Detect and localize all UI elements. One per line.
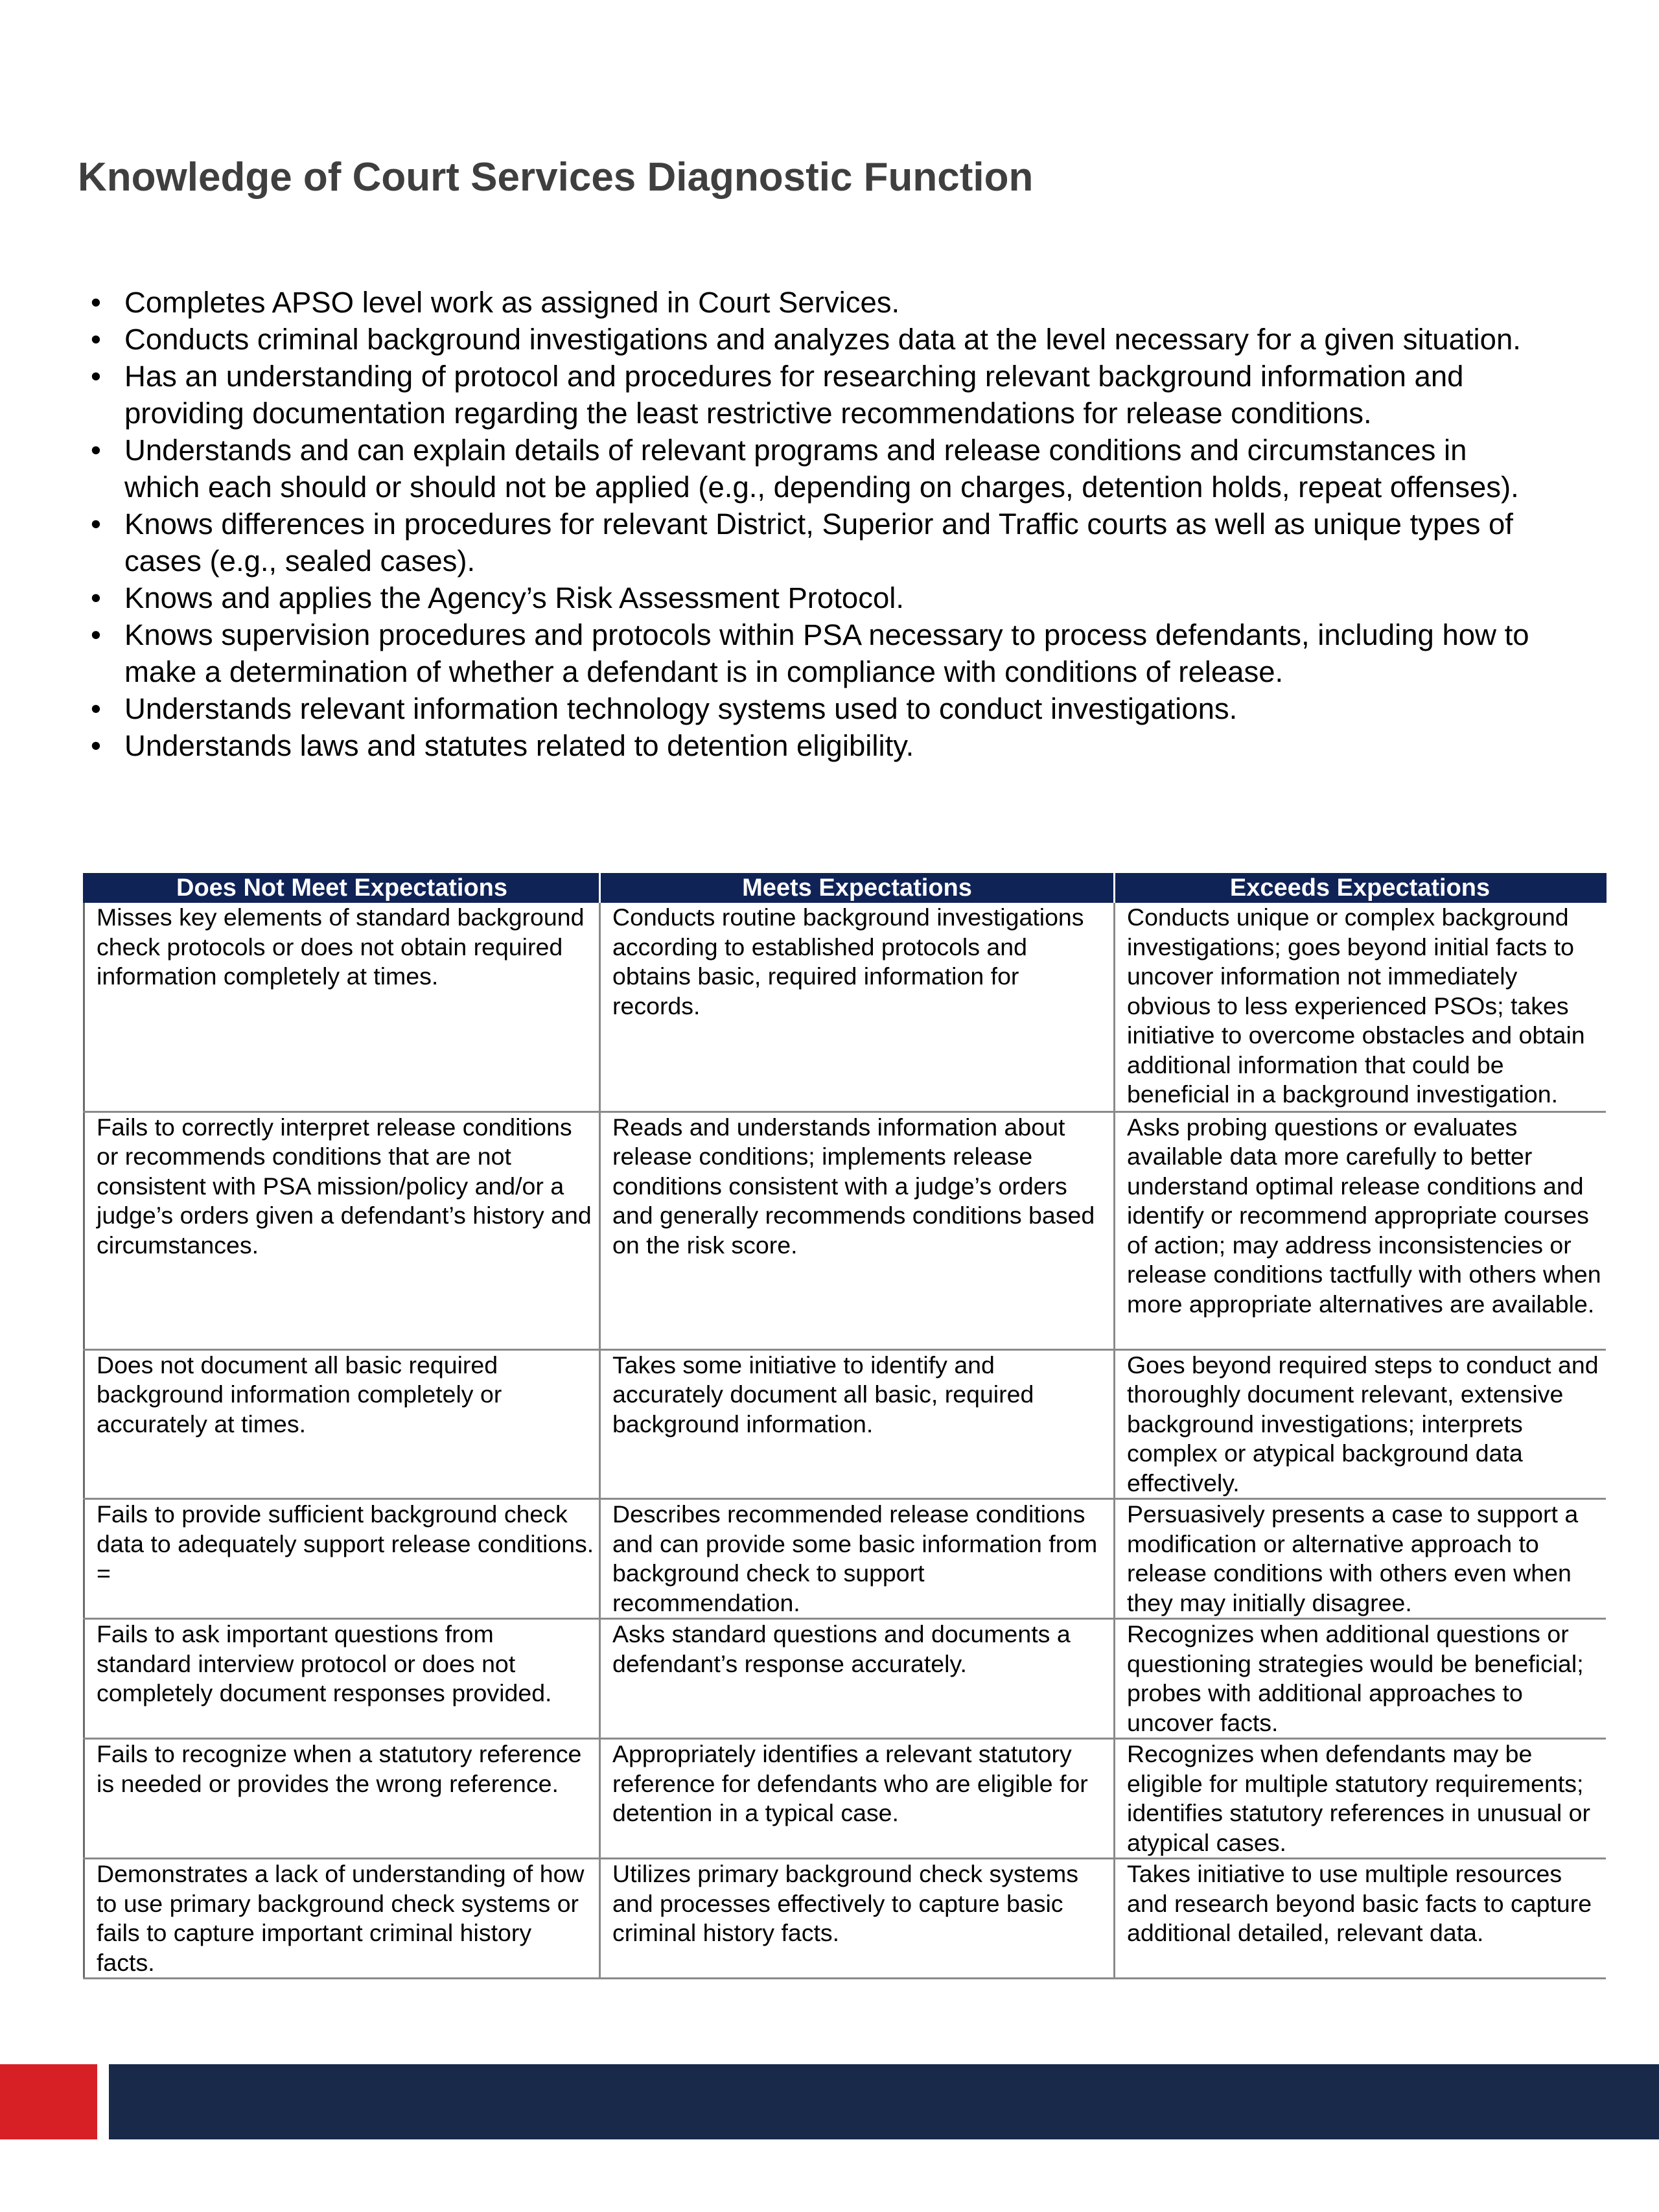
table-row bbox=[84, 1499, 1606, 1619]
cell-meets: Utilizes primary background check systems and processes effectively to capture basic criminal history facts. bbox=[600, 1859, 1115, 1979]
cell-does-not-meet: Does not document all basic required background information completely or accurately at times. bbox=[84, 1349, 600, 1499]
cell-does-not-meet: Fails to correctly interpret release conditions or recommends conditions that are not consistent with PSA mission/policy and/or a judge’s orders given a defendant’s history and circumstances. bbox=[84, 1112, 600, 1349]
cell-exceeds: Recognizes when additional questions or questioning strategies would be beneficial; probes with additional approaches to uncover facts. bbox=[1115, 1619, 1606, 1739]
footer-navy-bar bbox=[109, 2064, 1659, 2139]
cell-does-not-meet: Misses key elements of standard background check protocols or does not obtain required information completely at times. bbox=[84, 903, 600, 1112]
table-row bbox=[84, 903, 1606, 1112]
cell-meets: Appropriately identifies a relevant statutory reference for defendants who are eligible for detention in a typical case. bbox=[600, 1739, 1115, 1859]
table-header-row bbox=[84, 873, 1606, 903]
header-meets: Meets Expectations bbox=[600, 873, 1115, 903]
page-title: Knowledge of Court Services Diagnostic Function bbox=[78, 155, 1034, 200]
table-row bbox=[84, 1859, 1606, 1979]
bullet-item bbox=[91, 506, 1542, 579]
header-does-not-meet: Does Not Meet Expectations bbox=[84, 873, 600, 903]
bullet-text: Understands and can explain details of relevant programs and release conditions and circumstances in which each should or should not be applied (e.g., depending on charges, detention holds, repeat offenses). bbox=[124, 434, 1519, 504]
bullet-text: Completes APSO level work as assigned in Court Services. bbox=[124, 286, 900, 319]
cell-exceeds: Persuasively presents a case to support a modification or alternative approach to release conditions with others even when they may initially disagree. bbox=[1115, 1499, 1606, 1619]
cell-exceeds: Asks probing questions or evaluates available data more carefully to better understand optimal release conditions and identify or recommend appropriate courses of action; may address inconsistencies or release conditions tactfully with others when more appropriate alternatives are available. bbox=[1115, 1112, 1606, 1349]
cell-meets: Takes some initiative to identify and accurately document all basic, required background information. bbox=[600, 1349, 1115, 1499]
bullet-icon: • bbox=[91, 692, 101, 725]
bullet-icon: • bbox=[91, 434, 101, 467]
table-row bbox=[84, 1112, 1606, 1349]
bullet-text: Understands laws and statutes related to detention eligibility. bbox=[124, 729, 914, 762]
expectations-rubric-table bbox=[83, 873, 1607, 1979]
bullet-item bbox=[91, 321, 1542, 358]
footer-red-block bbox=[0, 2064, 97, 2139]
bullet-icon: • bbox=[91, 581, 101, 614]
bullet-icon: • bbox=[91, 618, 101, 651]
cell-meets: Describes recommended release conditions and can provide some basic information from background check to support recommendation. bbox=[600, 1499, 1115, 1619]
cell-meets: Conducts routine background investigations according to established protocols and obtains basic, required information for records. bbox=[600, 903, 1115, 1112]
cell-does-not-meet: Demonstrates a lack of understanding of how to use primary background check systems or fails to capture important criminal history facts. bbox=[84, 1859, 600, 1979]
bullet-item bbox=[91, 358, 1542, 432]
competency-bullet-list bbox=[91, 284, 1542, 764]
bullet-icon: • bbox=[91, 729, 101, 762]
cell-exceeds: Goes beyond required steps to conduct and thoroughly document relevant, extensive background investigations; interprets complex or atypical background data effectively. bbox=[1115, 1349, 1606, 1499]
bullet-text: Understands relevant information technology systems used to conduct investigations. bbox=[124, 692, 1238, 725]
bullet-icon: • bbox=[91, 323, 101, 356]
bullet-text: Knows and applies the Agency’s Risk Assessment Protocol. bbox=[124, 581, 905, 614]
bullet-icon: • bbox=[91, 360, 101, 393]
cell-does-not-meet: Fails to ask important questions from standard interview protocol or does not completely document responses provided. bbox=[84, 1619, 600, 1739]
table-row bbox=[84, 1619, 1606, 1739]
bullet-item bbox=[91, 616, 1542, 690]
table-row bbox=[84, 1349, 1606, 1499]
bullet-item bbox=[91, 284, 1542, 321]
bullet-icon: • bbox=[91, 507, 101, 541]
bullet-item bbox=[91, 579, 1542, 616]
cell-exceeds: Takes initiative to use multiple resources and research beyond basic facts to capture additional detailed, relevant data. bbox=[1115, 1859, 1606, 1979]
header-exceeds: Exceeds Expectations bbox=[1115, 873, 1606, 903]
bullet-item bbox=[91, 727, 1542, 764]
table-row bbox=[84, 1739, 1606, 1859]
bullet-text: Has an understanding of protocol and procedures for researching relevant background information and providing documentation regarding the least restrictive recommendations for release conditions. bbox=[124, 360, 1464, 430]
cell-exceeds: Conducts unique or complex background investigations; goes beyond initial facts to uncover information not immediately obvious to less experienced PSOs; takes initiative to overcome obstacles and obtain additional information that could be beneficial in a background investigation. bbox=[1115, 903, 1606, 1112]
cell-meets: Reads and understands information about release conditions; implements release conditions consistent with a judge’s orders and generally recommends conditions based on the risk score. bbox=[600, 1112, 1115, 1349]
cell-meets: Asks standard questions and documents a defendant’s response accurately. bbox=[600, 1619, 1115, 1739]
bullet-text: Knows supervision procedures and protocols within PSA necessary to process defendants, including how to make a determination of whether a defendant is in compliance with conditions of release. bbox=[124, 618, 1529, 688]
cell-does-not-meet: Fails to recognize when a statutory reference is needed or provides the wrong reference. bbox=[84, 1739, 600, 1859]
cell-exceeds: Recognizes when defendants may be eligible for multiple statutory requirements; identifies statutory references in unusual or atypical cases. bbox=[1115, 1739, 1606, 1859]
bullet-icon: • bbox=[91, 286, 101, 319]
cell-does-not-meet: Fails to provide sufficient background check data to adequately support release conditions. = bbox=[84, 1499, 600, 1619]
bullet-item bbox=[91, 432, 1542, 506]
bullet-text: Conducts criminal background investigations and analyzes data at the level necessary for a given situation. bbox=[124, 323, 1521, 356]
bullet-text: Knows differences in procedures for relevant District, Superior and Traffic courts as well as unique types of cases (e.g., sealed cases). bbox=[124, 507, 1513, 577]
bullet-item bbox=[91, 690, 1542, 727]
